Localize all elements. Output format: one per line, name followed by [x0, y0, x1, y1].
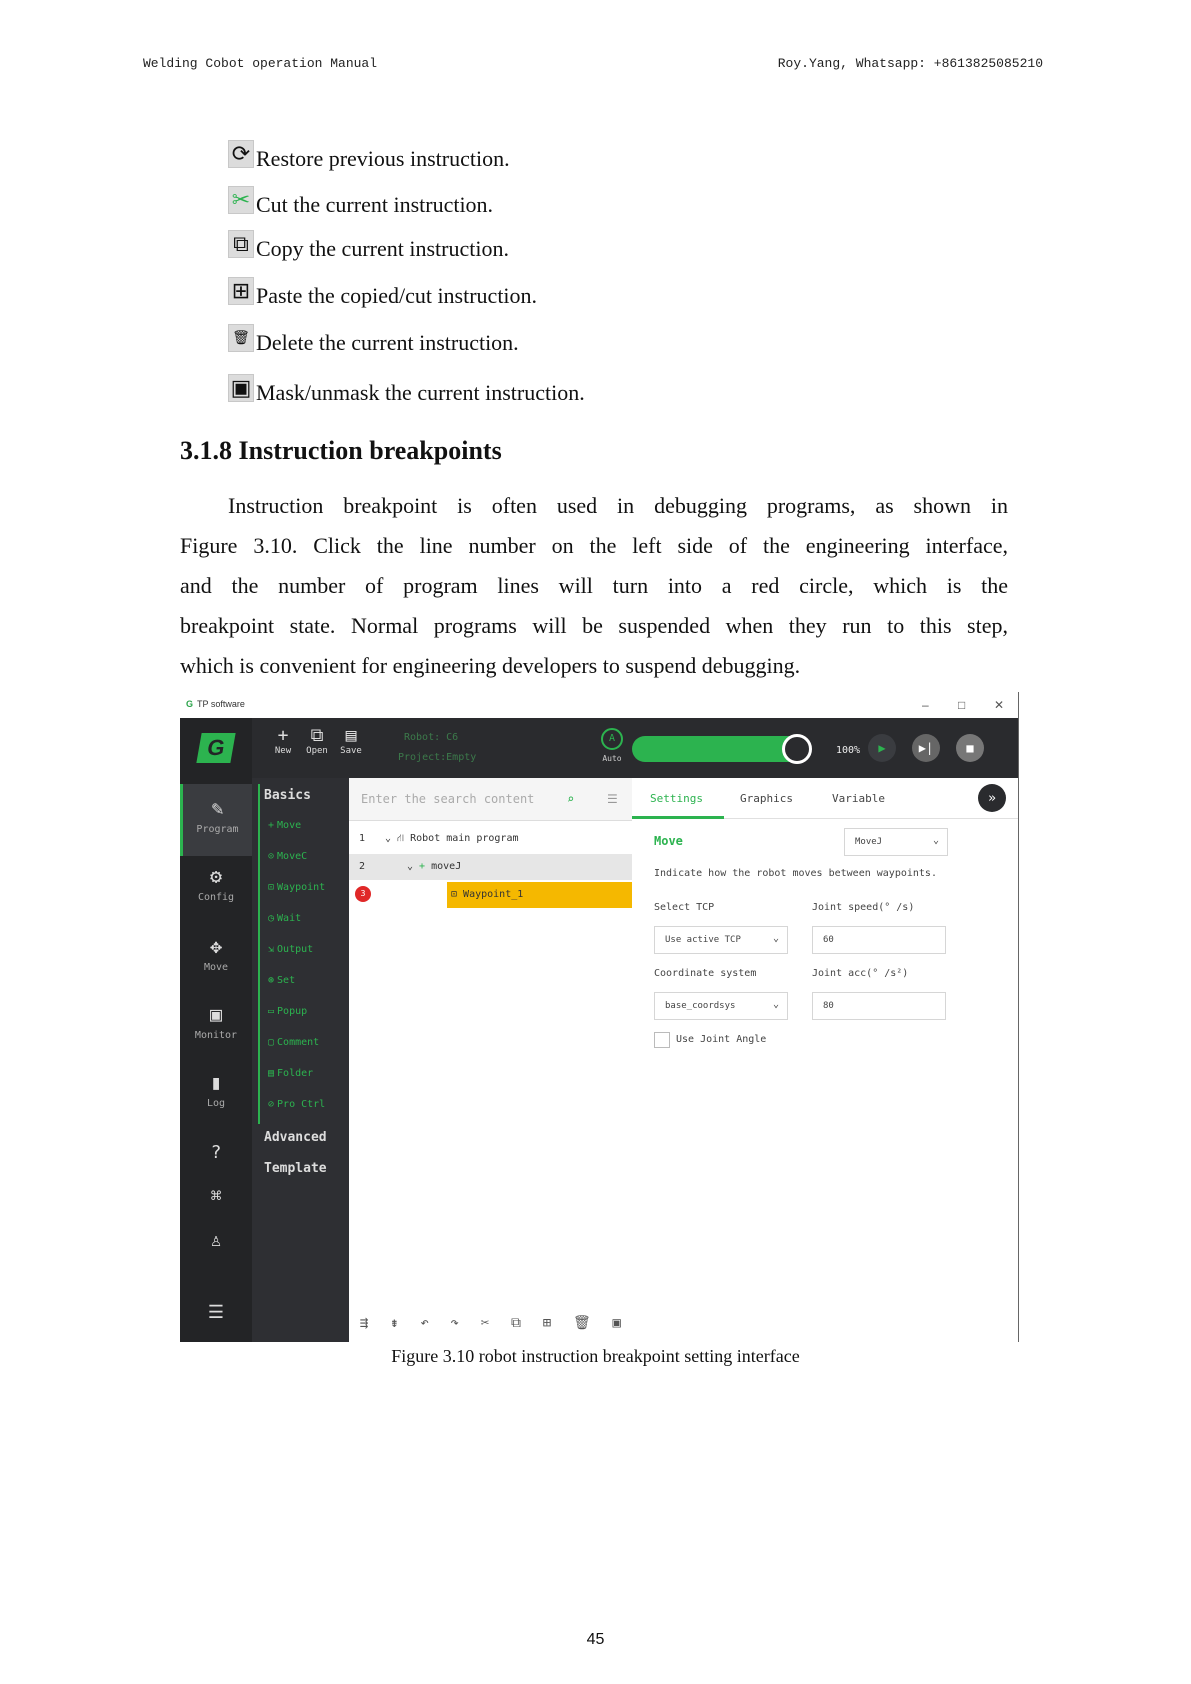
menu-advanced-heading[interactable]: Advanced [264, 1130, 327, 1145]
redo-icon[interactable]: ↷ [450, 1315, 459, 1331]
search-bar [349, 778, 632, 821]
plus-icon: + [419, 861, 426, 872]
open-icon: ⧉ [310, 725, 324, 746]
tab-graphics[interactable]: Graphics [740, 792, 793, 805]
apps-icon[interactable]: ⌘ [210, 1186, 222, 1207]
menu-item-set[interactable] [268, 975, 295, 986]
tree-row-label: Waypoint_1 [463, 889, 524, 900]
joint-acc-label: Joint acc(° /s²) [812, 968, 909, 979]
icon-list-text: Cut the current instruction. [256, 192, 494, 217]
logo-mark-icon: G [196, 733, 235, 763]
speed-slider[interactable] [632, 736, 808, 762]
paragraph-line: which is convenient for engineering developers to suspend debugging. [180, 653, 801, 678]
open-label: Open [306, 746, 328, 756]
coordinate-system-select[interactable] [654, 992, 788, 1020]
nav-label: Log [206, 1098, 226, 1109]
menu-item-popup[interactable] [268, 1006, 307, 1017]
tree-row-selected [447, 882, 632, 908]
paste-icon: ⊞ [228, 277, 254, 305]
joint-speed-input[interactable]: 60 [812, 926, 946, 954]
nav-label: Monitor [194, 1030, 238, 1041]
trash-icon: 🗑 [228, 324, 254, 352]
new-label: New [274, 746, 292, 756]
menu-item-label: Set [277, 975, 296, 986]
search-icon[interactable]: ⌕ [567, 792, 575, 806]
nav-label: Program [196, 824, 239, 835]
close-button[interactable]: ✕ [994, 698, 1005, 712]
auto-icon: A [601, 728, 623, 750]
paragraph-line: and the number of program lines will turn into a red circle, which is the [180, 573, 1008, 598]
select-tcp-label: Select TCP [654, 902, 715, 913]
auto-label: Auto [602, 754, 622, 763]
figure-caption: Figure 3.10 robot instruction breakpoint setting interface [391, 1346, 800, 1366]
tree-row-label: moveJ [431, 861, 462, 872]
window-titlebar [180, 692, 1018, 718]
plus-icon: + [268, 820, 275, 831]
scissors-icon[interactable]: ✂ [480, 1315, 490, 1331]
save-label: Save [340, 746, 362, 756]
tree-row[interactable] [349, 826, 632, 852]
menu-item-wait[interactable] [268, 913, 301, 924]
menu-item-label: Waypoint [277, 882, 326, 893]
tp-software-screenshot [180, 692, 1019, 1342]
comment-icon: ▢ [268, 1037, 275, 1048]
menu-item-label: MoveC [277, 851, 308, 862]
expand-icon[interactable]: » [978, 784, 1006, 812]
folder-icon: ▤ [268, 1068, 275, 1079]
menu-item-label: Comment [277, 1037, 320, 1048]
menu-item-folder[interactable] [268, 1068, 313, 1079]
icon-list-item [228, 141, 510, 172]
movec-icon: ⊙ [268, 851, 275, 862]
menu-icon[interactable]: ☰ [207, 1302, 225, 1323]
line-number[interactable]: 2 [359, 861, 366, 872]
search-input[interactable]: Enter the search content [361, 792, 535, 806]
tree-toolbar [349, 1304, 632, 1342]
mask-icon[interactable]: ▣ [612, 1315, 621, 1331]
chevron-down-icon: ⌄ [772, 933, 779, 944]
icon-list-text: Copy the current instruction. [256, 236, 509, 261]
icon-list-text: Mask/unmask the current instruction. [256, 380, 585, 405]
scissors-icon: ✂ [228, 186, 254, 214]
menu-item-waypoint[interactable] [268, 882, 325, 893]
step-button[interactable]: ▶| [912, 734, 940, 762]
program-tree-panel [349, 778, 633, 1342]
save-icon: ▤ [345, 725, 357, 746]
nav-move[interactable] [180, 934, 252, 973]
paste-icon[interactable]: ⊞ [542, 1315, 552, 1331]
icon-list-item [228, 328, 519, 356]
speed-percent: 100% [836, 745, 861, 756]
tree-row-text: ⌄ ⛙ Robot main program [385, 833, 519, 844]
list-toggle-icon[interactable]: ☰ [607, 792, 618, 806]
menu-item-pro-ctrl[interactable] [268, 1099, 325, 1110]
menu-item-label: Move [277, 820, 302, 831]
menu-item-label: Output [277, 944, 314, 955]
maximize-button[interactable]: □ [958, 698, 966, 712]
waypoint-icon: ⊡ [451, 889, 464, 900]
trash-icon[interactable]: 🗑 [572, 1315, 591, 1331]
set-icon: ⊛ [268, 975, 275, 986]
slider-knob[interactable] [782, 734, 812, 764]
tab-variable[interactable]: Variable [832, 792, 885, 805]
move-label: Move [654, 834, 683, 848]
chevron-down-icon: ⌄ [772, 999, 779, 1010]
coordinate-system-label: Coordinate system [654, 968, 757, 979]
new-button[interactable] [268, 726, 298, 756]
settings-tabs [632, 778, 1018, 819]
program-icon: ✎ [211, 796, 224, 820]
mask-icon: ▣ [228, 374, 254, 402]
paragraph-line: Instruction breakpoint is often used in debugging programs, as shown in [228, 493, 1008, 518]
use-joint-angle-checkbox[interactable] [654, 1032, 670, 1048]
chevron-down-icon: ⌄ [932, 835, 939, 846]
tree-row[interactable] [349, 854, 632, 880]
undo-icon[interactable]: ↶ [420, 1315, 429, 1331]
tree-row[interactable] [349, 882, 632, 908]
outdent-icon[interactable]: ⇟ [390, 1315, 399, 1331]
joint-acc-input[interactable]: 80 [812, 992, 946, 1020]
stop-button[interactable]: ■ [956, 734, 984, 762]
project-name: Project:Empty [398, 752, 477, 763]
icon-list-text: Restore previous instruction. [256, 146, 510, 171]
nav-log[interactable] [180, 1070, 252, 1109]
pro-ctrl-icon: ⊘ [268, 1099, 275, 1110]
tcp-value: Use active TCP [665, 935, 741, 945]
log-icon: ▮ [209, 1070, 223, 1094]
move-type-value: MoveJ [855, 837, 883, 847]
move-description: Indicate how the robot moves between waypoints. [654, 868, 937, 879]
brand-logo [180, 718, 252, 778]
robot-name: Robot: C6 [404, 732, 459, 743]
instruction-menu [252, 778, 349, 1342]
nav-config[interactable] [180, 864, 252, 903]
robot-info [398, 728, 476, 768]
play-button[interactable]: ▶ [868, 734, 896, 762]
icon-list-item [228, 278, 538, 309]
menu-item-movec[interactable] [268, 851, 307, 862]
nav-label: Move [203, 962, 229, 973]
menu-item-label: Pro Ctrl [277, 1099, 326, 1110]
open-button[interactable] [302, 726, 332, 756]
menu-item-label: Wait [277, 913, 302, 924]
help-icon[interactable]: ? [210, 1142, 222, 1163]
app-logo-icon: G [186, 699, 194, 709]
copy-icon[interactable]: ⧉ [510, 1315, 521, 1331]
menu-template-heading[interactable]: Template [264, 1161, 327, 1176]
indent-icon[interactable]: ⇶ [359, 1315, 369, 1331]
config-icon: ⚙ [209, 864, 223, 888]
menu-item-label: Popup [277, 1006, 308, 1017]
left-nav [180, 778, 252, 1342]
tcp-select[interactable] [654, 926, 788, 954]
menu-indicator [258, 784, 260, 1124]
coord-value: base_coordsys [665, 1001, 736, 1011]
popup-icon: ▭ [268, 1006, 275, 1017]
running-header-right: Roy.Yang, Whatsapp: +8613825085210 [777, 56, 1043, 71]
auto-mode-button[interactable] [598, 728, 626, 763]
output-icon: ⇲ [268, 944, 275, 955]
window-title: TP software [197, 699, 245, 709]
nav-program[interactable] [180, 784, 252, 856]
nav-monitor[interactable] [180, 1002, 252, 1041]
move-icon: ✥ [209, 934, 223, 958]
tree-root-icon: ⛙ [397, 833, 405, 844]
nav-label: Config [197, 892, 235, 903]
icon-list-item [228, 187, 494, 218]
menu-item-output[interactable] [268, 944, 313, 955]
move-type-select[interactable] [844, 828, 948, 856]
user-icon[interactable]: ♙ [210, 1230, 222, 1251]
running-header-left: Welding Cobot operation Manual [143, 56, 378, 71]
breakpoint-marker[interactable]: 3 [355, 886, 371, 902]
settings-panel [632, 778, 1018, 1342]
redo-icon: ⟳ [228, 140, 254, 168]
tree-row-text: ⌄ + moveJ [407, 861, 462, 872]
menu-item-comment[interactable] [268, 1037, 319, 1048]
tree-row-label: Robot main program [410, 833, 519, 844]
icon-list-text: Paste the copied/cut instruction. [256, 283, 538, 308]
menu-basics-heading[interactable]: Basics [264, 788, 311, 803]
icon-list-item [228, 231, 509, 262]
use-joint-angle-label: Use Joint Angle [676, 1034, 767, 1045]
line-number[interactable]: 1 [359, 833, 366, 844]
waypoint-icon: ⊡ [268, 882, 275, 893]
menu-item-label: Folder [277, 1068, 314, 1079]
section-title: 3.1.8 Instruction breakpoints [180, 436, 502, 465]
menu-item-move[interactable] [268, 820, 301, 831]
minimize-button[interactable]: – [922, 698, 929, 712]
monitor-icon: ▣ [209, 1002, 223, 1026]
new-icon: + [277, 725, 289, 746]
paragraph-line: Figure 3.10. Click the line number on the left side of the engineering interface, [180, 533, 1008, 558]
active-tab-indicator [632, 816, 724, 819]
clock-icon: ◷ [268, 913, 275, 924]
page-number: 45 [586, 1631, 605, 1648]
joint-speed-label: Joint speed(° /s) [812, 902, 915, 913]
save-button[interactable] [336, 726, 366, 756]
icon-list-text: Delete the current instruction. [256, 330, 519, 355]
icon-list-item [228, 375, 585, 406]
tab-settings[interactable]: Settings [650, 792, 703, 805]
copy-icon: ⧉ [228, 230, 254, 258]
body-paragraph [180, 486, 1008, 686]
paragraph-line: breakpoint state. Normal programs will be suspended when they run to this step, [180, 613, 1008, 638]
